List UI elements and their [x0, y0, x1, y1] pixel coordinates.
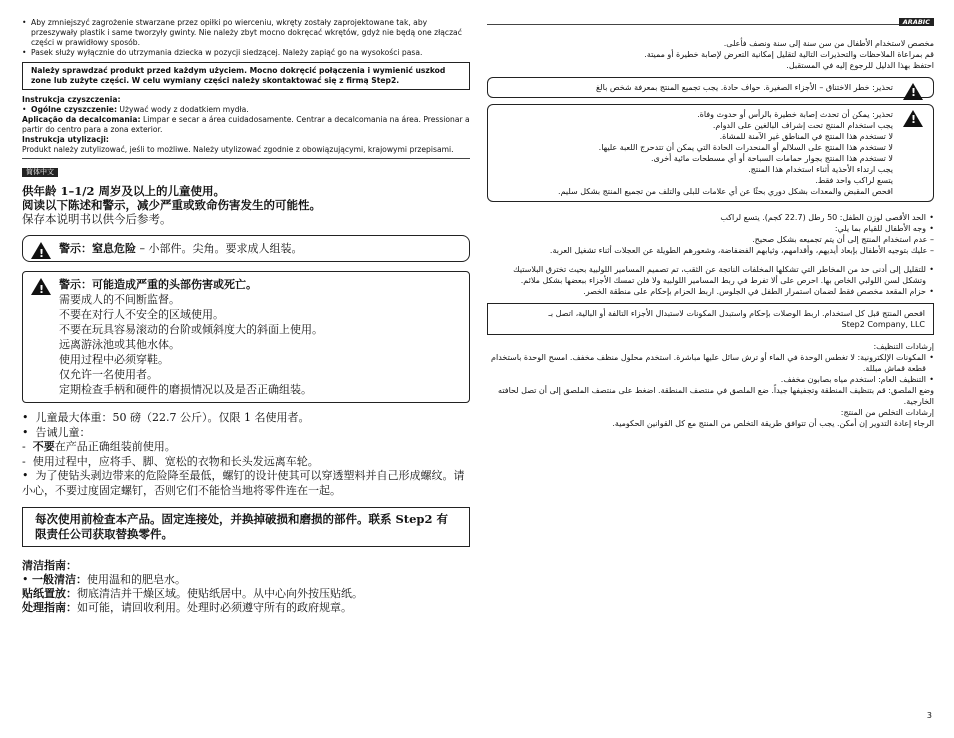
chinese-bullet-list: [22, 411, 470, 498]
polish-bullet-1: • Aby zmniejszyć zagrożenie stwarzane przez opiłki po wierceniu, wkręty zostały zaprojektowane tak, aby przeszywały plastik i same tworzyły gwinty. Nie należy zbyt mocno dokręcać wkrętów, gdyż nie będą one złączać części w prawidłowy sposób.: [22, 18, 470, 48]
arabic-care-1: • المكونات الإلكترونية: لا تغطس الوحدة في الماء أو ترش سائل عليها مباشرة. استخدم محلول منظف مخفف. امسح الوحدة باستخدام قطعة قماش مبللة.: [487, 352, 934, 374]
chinese-list-2: 告诫儿童：: [35, 425, 91, 439]
list-item: - 使用过程中，应将手、脚、宽松的衣物和长头发远离车轮。: [22, 454, 319, 468]
arabic-care-3: وضع الملصق: قم بتنظيف المنطقة وتجفيفها جيداً. ضع الملصق في منتصف المنطقة. اضغط على منتصف الملصق إلى أن تصل لحافته الخارجية.: [498, 386, 934, 406]
chinese-warn2-line: 不要在玩具容易滚动的台阶或倾斜度大的斜面上使用。: [59, 323, 323, 336]
arabic-list-1: • الحد الأقصى لوزن الطفل: 50 رطل (22.7 كجم). يتسع لراكب: [487, 212, 934, 223]
arabic-warn1: تحذير: خطر الاختناق – الأجزاء الصغيرة. حواف حادة. يجب تجميع المنتج بمعرفة شخص بالغ: [595, 83, 893, 92]
polish-bullet-2: • Pasek służy wyłącznie do utrzymania dziecka w pozycji siedzącej. Należy zapiąć go na wysokości pasa.: [22, 48, 470, 58]
polish-care-decal: [22, 115, 470, 135]
arabic-care-title: إرشادات التنظيف:: [873, 342, 934, 351]
arabic-warn2-line: لا تستخدم هذا المنتج في المناطق غير الآمنة للمشاة.: [719, 132, 893, 141]
arabic-check-box: [487, 303, 934, 335]
arabic-warn2-line: يتسع لراكب واحد فقط.: [815, 176, 893, 185]
arabic-list-6: • حزام المقعد مخصص فقط لضمان استمرار الطفل في الجلوس. اربط الحزام بإحكام على منطقة الخصر.: [487, 286, 934, 297]
chinese-warn2-line: 仅允许一名使用者。: [59, 368, 158, 381]
polish-care-title: Instrukcja czyszczenia:: [22, 95, 121, 104]
chinese-language-tag: 简体中文: [22, 168, 58, 177]
arabic-disposal-text: الرجاء إعادة التدوير إن أمكن. يجب أن تتوافق طريقة التخلص من المنتج مع كل القوانين الحكومية.: [612, 419, 934, 428]
arabic-warn2-line: تحذير: يمكن أن تحدث إصابة خطيرة بالرأس أو حدوث وفاة.: [697, 110, 893, 119]
chinese-warn2-line: 需要成人的不间断监督。: [59, 293, 180, 306]
list-item: • 为了使钻头剥边带来的危险降至最低，螺钉的设计使其可以穿透塑料并自己形成螺纹。请小心，不要过度固定螺钉，否则它们不能恰当地将零件连在一起。: [22, 469, 465, 497]
polish-check-box: Należy sprawdzać produkt przed każdym użyciem. Mocno dokręcić połączenia i wymienić uszkod zone lub zużyte części. W celu wymiany części należy skontaktować się z firmą Step2.: [22, 62, 470, 90]
arabic-list-3: – عدم استخدام المنتج إلى أن يتم تجميعه بشكل صحيح.: [752, 235, 934, 244]
polish-care-decal-label: Aplicação da decalcomania:: [22, 115, 141, 124]
arabic-head-injury-warning: [487, 104, 934, 202]
polish-care-general-label: Ogólne czyszczenie:: [31, 105, 117, 114]
chinese-warn2-line: 使用过程中必须穿鞋。: [59, 353, 169, 366]
arabic-disposal-title: إرشادات التخلص من المنتج:: [840, 408, 934, 417]
warning-icon: [903, 83, 923, 100]
chinese-warn1-label: 警示：窒息危险: [59, 242, 136, 255]
chinese-list-3-bold: 不要: [32, 440, 55, 453]
chinese-heading-3: 保存本说明书以供今后参考。: [22, 212, 172, 226]
page-number: 3: [926, 711, 932, 720]
chinese-section: [22, 184, 470, 615]
chinese-heading-2: 阅读以下陈述和警示，减少严重或致命伤害发生的可能性。: [22, 198, 321, 212]
polish-care-general: [22, 105, 470, 115]
polish-disposal-text: Produkt należy zutylizować, jeśli to możliwe. Należy utylizować zgodnie z obowiązującymi, krajowymi przepisami.: [22, 145, 454, 154]
left-column: [22, 18, 470, 615]
chinese-warn1-text: – 小部件。尖角。要求成人组装。: [136, 242, 303, 255]
chinese-warn2-line: 不要在对行人不安全的区域使用。: [59, 308, 224, 321]
list-item: - 不要在产品正确组装前使用。: [22, 440, 176, 453]
arabic-warn2-line: افحص المقبض والمعدات بشكل دوري بحثًا عن أي علامات للبلى والتلف من تجميع المنتج بشكل سليم.: [558, 187, 893, 196]
section-divider: [22, 158, 470, 159]
right-column: [487, 18, 934, 429]
arabic-box-company: Step2 Company, LLC: [841, 320, 925, 329]
chinese-head-injury-warning: [22, 271, 470, 403]
chinese-disposal: [22, 601, 470, 615]
chinese-list-4: 使用过程中，应将手、脚、宽松的衣物和长头发远离车轮。: [32, 454, 319, 468]
arabic-intro: [487, 38, 934, 71]
chinese-list-3-text: 在产品正确组装前使用。: [54, 440, 176, 453]
arabic-language-tag: ARABIC: [899, 18, 934, 26]
warning-icon: [903, 110, 923, 127]
polish-care-decal-text: Limpar e secar a área cuidadosamente. Centrar a decalcomania na área. Pressionar a partir do centro para a zona exterior.: [22, 115, 470, 134]
chinese-disposal-text: 如可能，请回收利用。处理时必须遵守所有的政府规章。: [77, 601, 352, 614]
chinese-care-general-text: 使用温和的肥皂水。: [87, 573, 186, 586]
arabic-care-section: [487, 341, 934, 429]
arabic-intro-1: مخصص لاستخدام الأطفال من سن سنة إلى سنة ونصف فأعلى.: [723, 39, 934, 48]
chinese-check-box: 每次使用前检查本产品。固定连接处，并换掉破损和磨损的部件。联系 Step2 有限责任公司获取替换零件。: [22, 507, 470, 547]
list-item: • 告诫儿童：: [22, 425, 91, 439]
warning-icon: [31, 278, 51, 295]
chinese-warn2-line: 远离游泳池或其他水体。: [59, 338, 180, 351]
chinese-warn2-title: 警示：可能造成严重的头部伤害或死亡。: [59, 278, 257, 291]
arabic-warn2-line: يجب ارتداء الأحذية أثناء استخدام هذا المنتج.: [748, 165, 893, 174]
chinese-care-decal-label: 贴纸置放：: [22, 587, 77, 600]
chinese-care-title: 清洁指南：: [22, 559, 77, 572]
arabic-warn2-line: لا تستخدم هذا المنتج بجوار حمامات السباحة أو أي مسطحات مائية أخرى.: [650, 154, 893, 163]
chinese-list-5: 为了使钻头剥边带来的危险降至最低，螺钉的设计使其可以穿透塑料并自己形成螺纹。请小心，不要过度固定螺钉，否则它们不能恰当地将零件连在一起。: [22, 469, 465, 497]
arabic-choking-warning: [487, 77, 934, 98]
arabic-intro-2: قم بمراعاة الملاحظات والتحذيرات التالية لتقليل إمكانية التعرض لإصابة خطيرة أو مميتة.: [644, 50, 934, 59]
chinese-care-general: • 一般清洁：使用温和的肥皂水。: [22, 573, 186, 586]
list-item: • 儿童最大体重：50 磅（22.7 公斤）。仅限 1 名使用者。: [22, 411, 310, 424]
chinese-list-1: 儿童最大体重：50 磅（22.7 公斤）。仅限 1 名使用者。: [35, 411, 310, 424]
arabic-care-2: • التنظيف العام: استخدم مياه بصابون مخفف.: [487, 374, 934, 385]
arabic-intro-3: احتفظ بهذا الدليل للرجوع إليه في المستقبل.: [786, 61, 934, 70]
polish-care-general-text: Używać wody z dodatkiem mydła.: [117, 105, 249, 114]
chinese-warn2-line: 定期检查手柄和硬件的磨损情况以及是否正确组装。: [59, 383, 312, 396]
chinese-care-section: [22, 559, 470, 615]
chinese-heading-1: 供年龄 1–1/2 周岁及以上的儿童使用。: [22, 184, 225, 198]
arabic-list-4: – عليك بتوجيه الأطفال بإبعاد أيديهم، وأقدامهم، وثيابهم الفضفاضة، وشعورهم الطويلة عن العجلات أثناء تشغيل العربة.: [549, 246, 934, 255]
arabic-warn2-line: لا تستخدم هذا المنتج على السلالم أو المنحدرات الحادة التي يمكن أن تتدحرج اللعبة عليها.: [598, 143, 893, 152]
arabic-warn2-line: يجب استخدام المنتج تحت إشراف البالغين على الدوام.: [712, 121, 893, 130]
polish-disposal-title: Instrukcja utylizacji:: [22, 135, 109, 144]
arabic-bullet-list: [487, 212, 934, 297]
chinese-care-decal: [22, 587, 470, 601]
chinese-disposal-label: 处理指南：: [22, 601, 77, 614]
chinese-choking-warning: [22, 235, 470, 262]
chinese-care-decal-text: 彻底清洁并干燥区域。使贴纸居中。从中心向外按压贴纸。: [77, 587, 363, 600]
warning-icon: [31, 242, 51, 259]
arabic-box-text: افحص المنتج قبل كل استخدام. اربط الوصلات بإحكام واستبدل المكونات لاستبدال الأجزاء التالفة أو البالية، اتصل بـ: [548, 309, 925, 318]
polish-section: [22, 18, 470, 155]
chinese-care-general-label: 一般清洁：: [32, 573, 87, 586]
arabic-list-2: • وجه الأطفال للقيام بما يلي:: [487, 223, 934, 234]
arabic-list-5: • للتقليل إلى أدنى حد من المخاطر التي تشكلها المخلفات الناتجة عن الثقب، تم تصميم المسامير اللولبية بحيث تخترق البلاستيك وتشكل لسن اللولبي الخاص بها. احرص على ألا تفرط في ربط المسامير اللولبية ولا فلن تمسك الأجزاء ببعضها بشكل ملائم.: [487, 264, 934, 286]
